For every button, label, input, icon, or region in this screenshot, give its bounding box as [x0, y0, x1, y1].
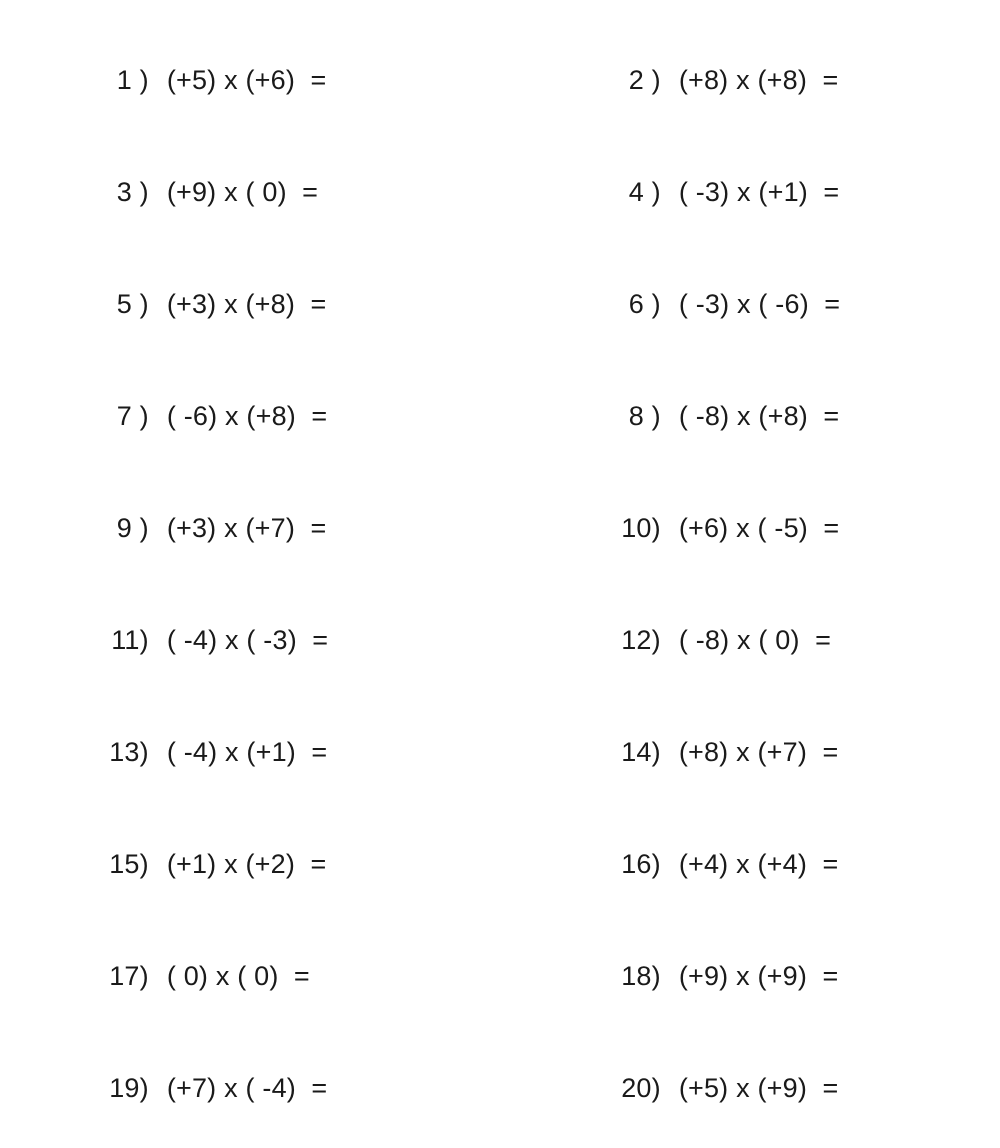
problem-number: 13)	[109, 737, 149, 767]
problem-9	[58, 468, 327, 543]
problem-expression: ( -8) x (+8) =	[678, 401, 840, 431]
problem-number: 7 )	[116, 401, 149, 431]
problem-expression: (+8) x (+7) =	[678, 737, 839, 767]
problem-number: 3 )	[116, 177, 149, 207]
problem-16	[570, 804, 839, 879]
problem-expression: (+9) x ( 0) =	[166, 177, 319, 207]
problem-number: 8 )	[628, 401, 661, 431]
problem-number: 9 )	[116, 513, 149, 543]
problem-expression: ( 0) x ( 0) =	[166, 961, 310, 991]
problem-14	[570, 692, 839, 767]
problem-number: 18)	[621, 961, 661, 991]
problem-20	[570, 1028, 839, 1103]
problem-expression: (+3) x (+7) =	[166, 513, 327, 543]
problem-1	[58, 20, 327, 95]
problem-number: 17)	[109, 961, 149, 991]
problem-expression: ( -4) x ( -3) =	[166, 625, 329, 655]
problem-5	[58, 244, 327, 319]
problem-expression: (+5) x (+9) =	[678, 1073, 839, 1103]
problem-number: 4 )	[628, 177, 661, 207]
problem-expression: (+5) x (+6) =	[166, 65, 327, 95]
problem-expression: ( -3) x ( -6) =	[678, 289, 841, 319]
problem-12	[570, 580, 832, 655]
problem-8	[570, 356, 840, 431]
problem-expression: (+4) x (+4) =	[678, 849, 839, 879]
problem-number: 12)	[621, 625, 661, 655]
problem-number: 6 )	[628, 289, 661, 319]
problem-number: 19)	[109, 1073, 149, 1103]
problem-expression: (+3) x (+8) =	[166, 289, 327, 319]
problem-expression: ( -3) x (+1) =	[678, 177, 840, 207]
problem-7	[58, 356, 328, 431]
problem-4	[570, 132, 840, 207]
problem-expression: (+1) x (+2) =	[166, 849, 327, 879]
problem-2	[570, 20, 839, 95]
problem-19	[58, 1028, 328, 1103]
problem-expression: (+8) x (+8) =	[678, 65, 839, 95]
problem-number: 1 )	[116, 65, 149, 95]
problem-6	[570, 244, 841, 319]
problem-3	[58, 132, 319, 207]
problem-expression: ( -8) x ( 0) =	[678, 625, 832, 655]
problem-number: 11)	[111, 625, 149, 655]
problem-expression: (+6) x ( -5) =	[678, 513, 840, 543]
problem-expression: (+7) x ( -4) =	[166, 1073, 328, 1103]
problem-expression: ( -4) x (+1) =	[166, 737, 328, 767]
problem-expression: ( -6) x (+8) =	[166, 401, 328, 431]
problem-11	[58, 580, 329, 655]
problem-18	[570, 916, 839, 991]
problem-number: 2 )	[628, 65, 661, 95]
problem-expression: (+9) x (+9) =	[678, 961, 839, 991]
problem-17	[58, 916, 310, 991]
problem-number: 20)	[621, 1073, 661, 1103]
problem-number: 15)	[109, 849, 149, 879]
problem-number: 5 )	[116, 289, 149, 319]
problem-15	[58, 804, 327, 879]
problem-number: 10)	[621, 513, 661, 543]
problem-number: 16)	[621, 849, 661, 879]
problem-13	[58, 692, 328, 767]
problem-number: 14)	[621, 737, 661, 767]
problem-10	[570, 468, 840, 543]
